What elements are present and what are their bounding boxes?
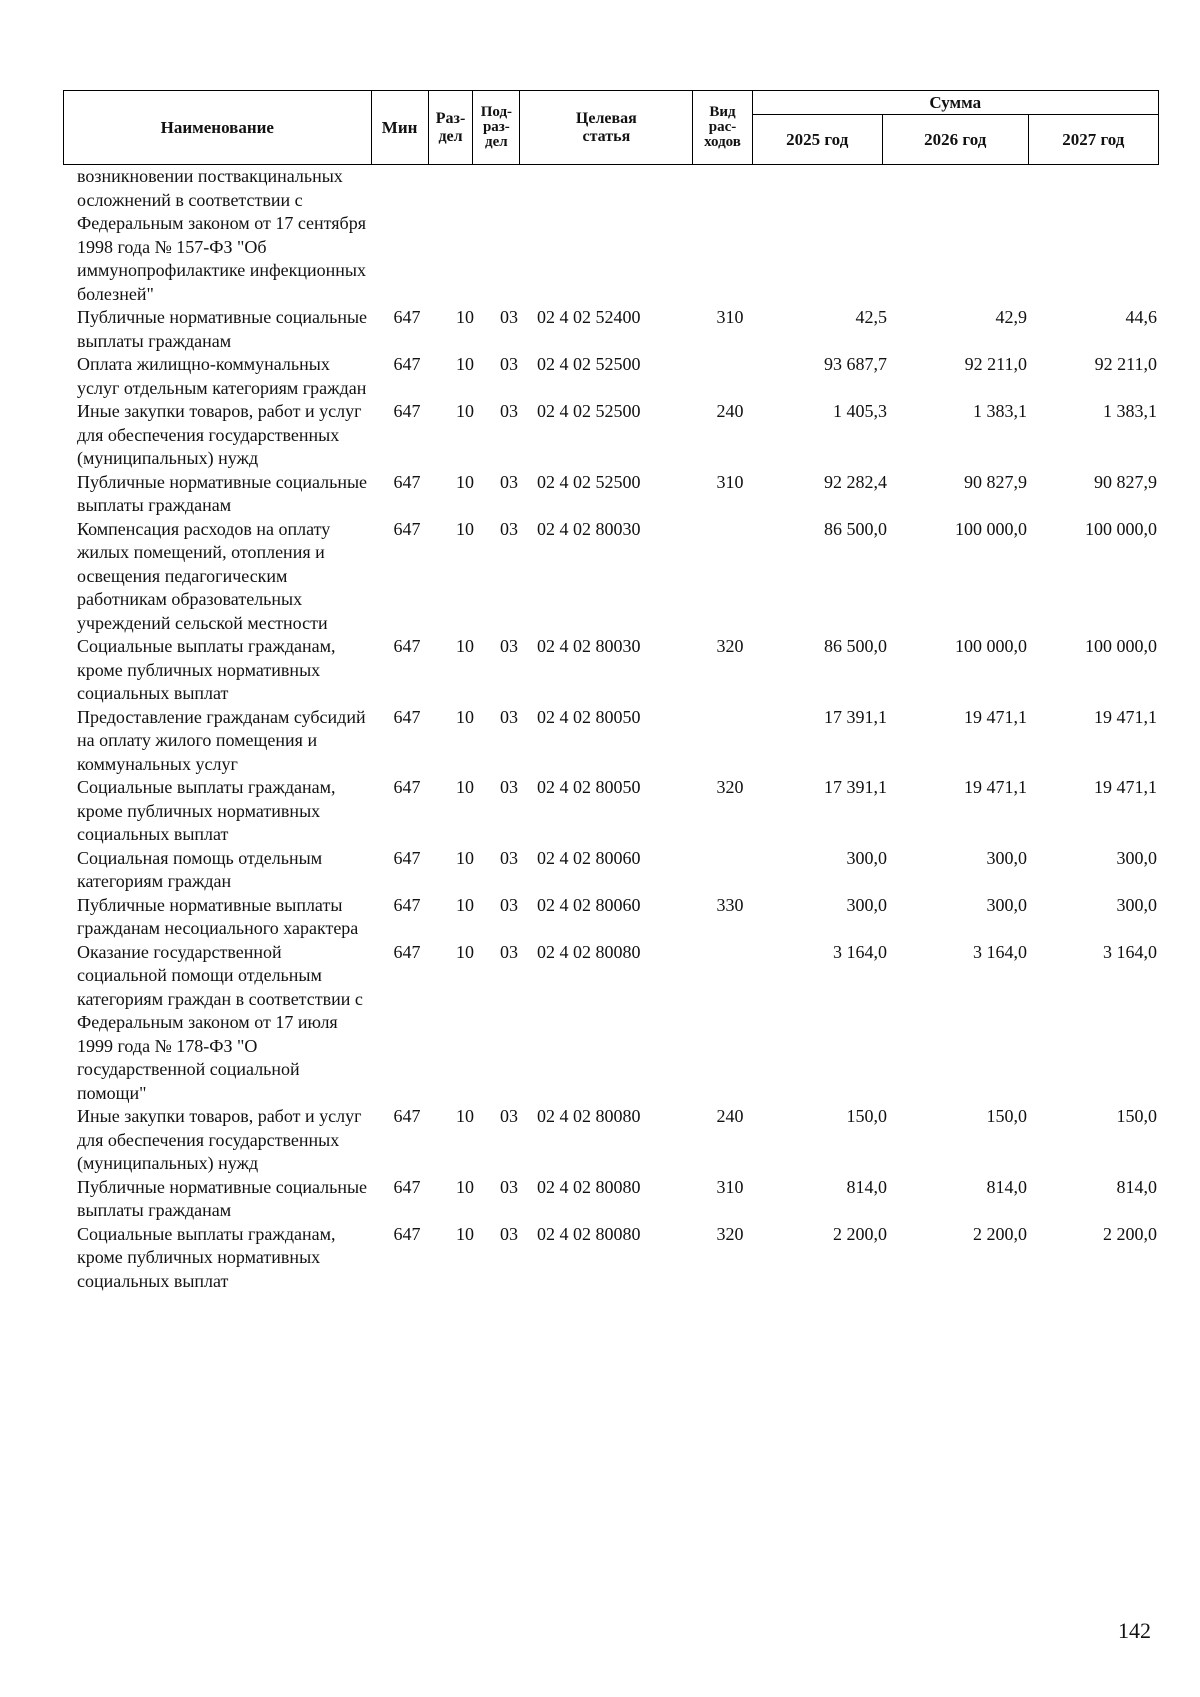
row-podrazdel: 03	[500, 941, 518, 962]
row-expense-type: 320	[716, 636, 744, 656]
row-sum-2025: 17 391,1	[824, 706, 887, 727]
row-target-article: 02 4 02 80030	[537, 518, 641, 539]
row-min: 647	[393, 354, 421, 374]
table-row	[0, 847, 1200, 894]
row-min: 647	[393, 1176, 421, 1197]
budget-table-body	[0, 165, 1200, 1293]
row-name: Оказание государственной социальной помощи отдельным категориям граждан в соответствии с Федеральным законом от 17 июля 1999 года № 178-ФЗ "О государственной социальной помощи"	[77, 941, 363, 1103]
table-row	[0, 776, 1200, 847]
row-target-article: 02 4 02 80080	[537, 1223, 641, 1244]
row-sum-2027: 44,6	[1125, 307, 1157, 327]
row-sum-2026: 300,0	[986, 847, 1027, 868]
row-sum-2026: 100 000,0	[955, 518, 1027, 539]
row-name: Публичные нормативные выплаты гражданам несоциального характера	[77, 894, 359, 938]
row-sum-2025: 17 391,1	[824, 777, 887, 797]
row-sum-2025: 814,0	[846, 1176, 887, 1197]
row-razdel: 10	[456, 307, 474, 327]
row-sum-2026: 42,9	[995, 307, 1027, 327]
row-name: Социальные выплаты гражданам, кроме публичных нормативных социальных выплат	[77, 777, 336, 844]
row-sum-2025: 93 687,7	[824, 354, 887, 374]
row-target-article: 02 4 02 80080	[537, 1176, 641, 1197]
row-sum-2025: 86 500,0	[824, 518, 887, 539]
row-name: Предоставление гражданам субсидий на оплату жилого помещения и коммунальных услуг	[77, 706, 366, 774]
page-number: 142	[1118, 1618, 1151, 1643]
row-sum-2027: 19 471,1	[1094, 706, 1157, 727]
row-razdel: 10	[456, 706, 474, 727]
row-sum-2026: 150,0	[986, 1106, 1027, 1126]
row-sum-2026: 814,0	[986, 1176, 1027, 1197]
row-target-article: 02 4 02 80050	[537, 777, 641, 797]
row-sum-2027: 300,0	[1116, 894, 1157, 915]
row-podrazdel: 03	[500, 706, 518, 727]
row-sum-2026: 90 827,9	[964, 471, 1027, 492]
row-sum-2026: 100 000,0	[955, 636, 1027, 656]
row-name: Оплата жилищно-коммунальных услуг отдельным категориям граждан	[77, 354, 367, 398]
row-name: Компенсация расходов на оплату жилых помещений, отопления и освещения педагогическим работникам образовательных учреждений сельской местности	[77, 518, 331, 633]
table-row	[0, 165, 1200, 306]
col-header-min: Мин	[371, 91, 428, 165]
row-expense-type: 320	[716, 1223, 744, 1244]
row-sum-2027: 92 211,0	[1094, 354, 1157, 374]
row-expense-type: 320	[716, 777, 744, 797]
row-expense-type: 240	[716, 401, 744, 421]
row-razdel: 10	[456, 518, 474, 539]
row-sum-2027: 100 000,0	[1085, 636, 1157, 656]
row-podrazdel: 03	[500, 471, 518, 492]
row-min: 647	[393, 518, 421, 539]
col-header-2026: 2026 год	[882, 115, 1028, 165]
row-sum-2025: 42,5	[855, 307, 887, 327]
row-target-article: 02 4 02 52500	[537, 471, 641, 492]
row-sum-2025: 150,0	[846, 1106, 887, 1126]
table-row	[0, 353, 1200, 400]
row-expense-type: 310	[716, 1176, 744, 1197]
table-row	[0, 518, 1200, 636]
row-sum-2025: 3 164,0	[833, 941, 887, 962]
row-expense-type: 310	[716, 471, 744, 492]
row-target-article: 02 4 02 52400	[537, 307, 641, 327]
row-sum-2027: 3 164,0	[1103, 941, 1157, 962]
row-sum-2027: 19 471,1	[1094, 777, 1157, 797]
row-target-article: 02 4 02 52500	[537, 354, 641, 374]
row-name: Социальные выплаты гражданам, кроме публичных нормативных социальных выплат	[77, 1223, 336, 1291]
row-name: Публичные нормативные социальные выплаты гражданам	[77, 307, 368, 351]
row-name: Социальная помощь отдельным категориям граждан	[77, 847, 323, 891]
col-header-2025: 2025 год	[752, 115, 882, 165]
row-min: 647	[393, 401, 421, 421]
table-row	[0, 400, 1200, 471]
col-header-target-article: Целевая статья	[520, 91, 693, 165]
row-podrazdel: 03	[500, 401, 518, 421]
row-target-article: 02 4 02 80060	[537, 894, 641, 915]
row-sum-2026: 3 164,0	[973, 941, 1027, 962]
row-expense-type: 330	[716, 894, 744, 915]
row-target-article: 02 4 02 80030	[537, 636, 641, 656]
row-target-article: 02 4 02 80080	[537, 941, 641, 962]
row-sum-2025: 92 282,4	[824, 471, 887, 492]
row-min: 647	[393, 1223, 421, 1244]
row-sum-2026: 92 211,0	[964, 354, 1027, 374]
row-razdel: 10	[456, 636, 474, 656]
row-razdel: 10	[456, 1223, 474, 1244]
row-min: 647	[393, 847, 421, 868]
budget-table-header	[63, 90, 1159, 165]
row-razdel: 10	[456, 847, 474, 868]
row-sum-2026: 2 200,0	[973, 1223, 1027, 1244]
table-row	[0, 306, 1200, 353]
row-min: 647	[393, 636, 421, 656]
col-header-name: Наименование	[64, 91, 372, 165]
col-header-summa: Сумма	[752, 91, 1158, 115]
row-razdel: 10	[456, 777, 474, 797]
row-name: Социальные выплаты гражданам, кроме публичных нормативных социальных выплат	[77, 636, 336, 703]
row-min: 647	[393, 706, 421, 727]
row-target-article: 02 4 02 80060	[537, 847, 641, 868]
row-razdel: 10	[456, 471, 474, 492]
row-podrazdel: 03	[500, 307, 518, 327]
row-sum-2027: 100 000,0	[1085, 518, 1157, 539]
row-sum-2025: 86 500,0	[824, 636, 887, 656]
row-min: 647	[393, 471, 421, 492]
table-row	[0, 1176, 1200, 1223]
row-target-article: 02 4 02 80080	[537, 1106, 641, 1126]
row-target-article: 02 4 02 80050	[537, 706, 641, 727]
row-podrazdel: 03	[500, 1223, 518, 1244]
row-razdel: 10	[456, 401, 474, 421]
row-min: 647	[393, 941, 421, 962]
table-row	[0, 941, 1200, 1106]
col-header-podrazdel: Под- раз- дел	[473, 91, 520, 165]
row-name: Иные закупки товаров, работ и услуг для обеспечения государственных (муниципальных) нужд	[77, 401, 362, 468]
row-expense-type: 240	[716, 1106, 744, 1126]
row-name: возникновении поствакцинальных осложнений в соответствии с Федеральным законом от 17 сентября 1998 года № 157-ФЗ "Об иммунопрофилактике инфекционных болезней"	[77, 166, 367, 304]
col-header-razdel: Раз- дел	[428, 91, 473, 165]
row-sum-2025: 2 200,0	[833, 1223, 887, 1244]
table-row	[0, 1223, 1200, 1294]
row-sum-2026: 1 383,1	[973, 401, 1027, 421]
row-min: 647	[393, 1106, 421, 1126]
row-min: 647	[393, 307, 421, 327]
row-sum-2027: 814,0	[1116, 1176, 1157, 1197]
row-target-article: 02 4 02 52500	[537, 401, 641, 421]
row-razdel: 10	[456, 354, 474, 374]
row-sum-2026: 300,0	[986, 894, 1027, 915]
row-podrazdel: 03	[500, 518, 518, 539]
row-podrazdel: 03	[500, 354, 518, 374]
row-sum-2025: 1 405,3	[833, 401, 887, 421]
row-name: Публичные нормативные социальные выплаты гражданам	[77, 1176, 368, 1220]
row-sum-2027: 1 383,1	[1103, 401, 1157, 421]
row-sum-2027: 150,0	[1116, 1106, 1157, 1126]
row-sum-2025: 300,0	[846, 847, 887, 868]
row-podrazdel: 03	[500, 1106, 518, 1126]
col-header-expense-type: Вид рас- ходов	[693, 91, 752, 165]
table-row	[0, 894, 1200, 941]
row-razdel: 10	[456, 941, 474, 962]
row-sum-2027: 2 200,0	[1103, 1223, 1157, 1244]
row-name: Публичные нормативные социальные выплаты гражданам	[77, 471, 368, 515]
row-sum-2025: 300,0	[846, 894, 887, 915]
row-name: Иные закупки товаров, работ и услуг для обеспечения государственных (муниципальных) нужд	[77, 1106, 362, 1173]
row-razdel: 10	[456, 1106, 474, 1126]
table-row	[0, 471, 1200, 518]
row-min: 647	[393, 894, 421, 915]
row-expense-type: 310	[716, 307, 744, 327]
row-sum-2026: 19 471,1	[964, 706, 1027, 727]
row-podrazdel: 03	[500, 847, 518, 868]
table-row	[0, 706, 1200, 777]
row-sum-2027: 90 827,9	[1094, 471, 1157, 492]
row-min: 647	[393, 777, 421, 797]
row-podrazdel: 03	[500, 777, 518, 797]
col-header-2027: 2027 год	[1028, 115, 1158, 165]
row-razdel: 10	[456, 1176, 474, 1197]
row-sum-2027: 300,0	[1116, 847, 1157, 868]
row-razdel: 10	[456, 894, 474, 915]
row-podrazdel: 03	[500, 894, 518, 915]
row-podrazdel: 03	[500, 1176, 518, 1197]
row-sum-2026: 19 471,1	[964, 777, 1027, 797]
table-row	[0, 635, 1200, 706]
table-row	[0, 1105, 1200, 1176]
row-podrazdel: 03	[500, 636, 518, 656]
